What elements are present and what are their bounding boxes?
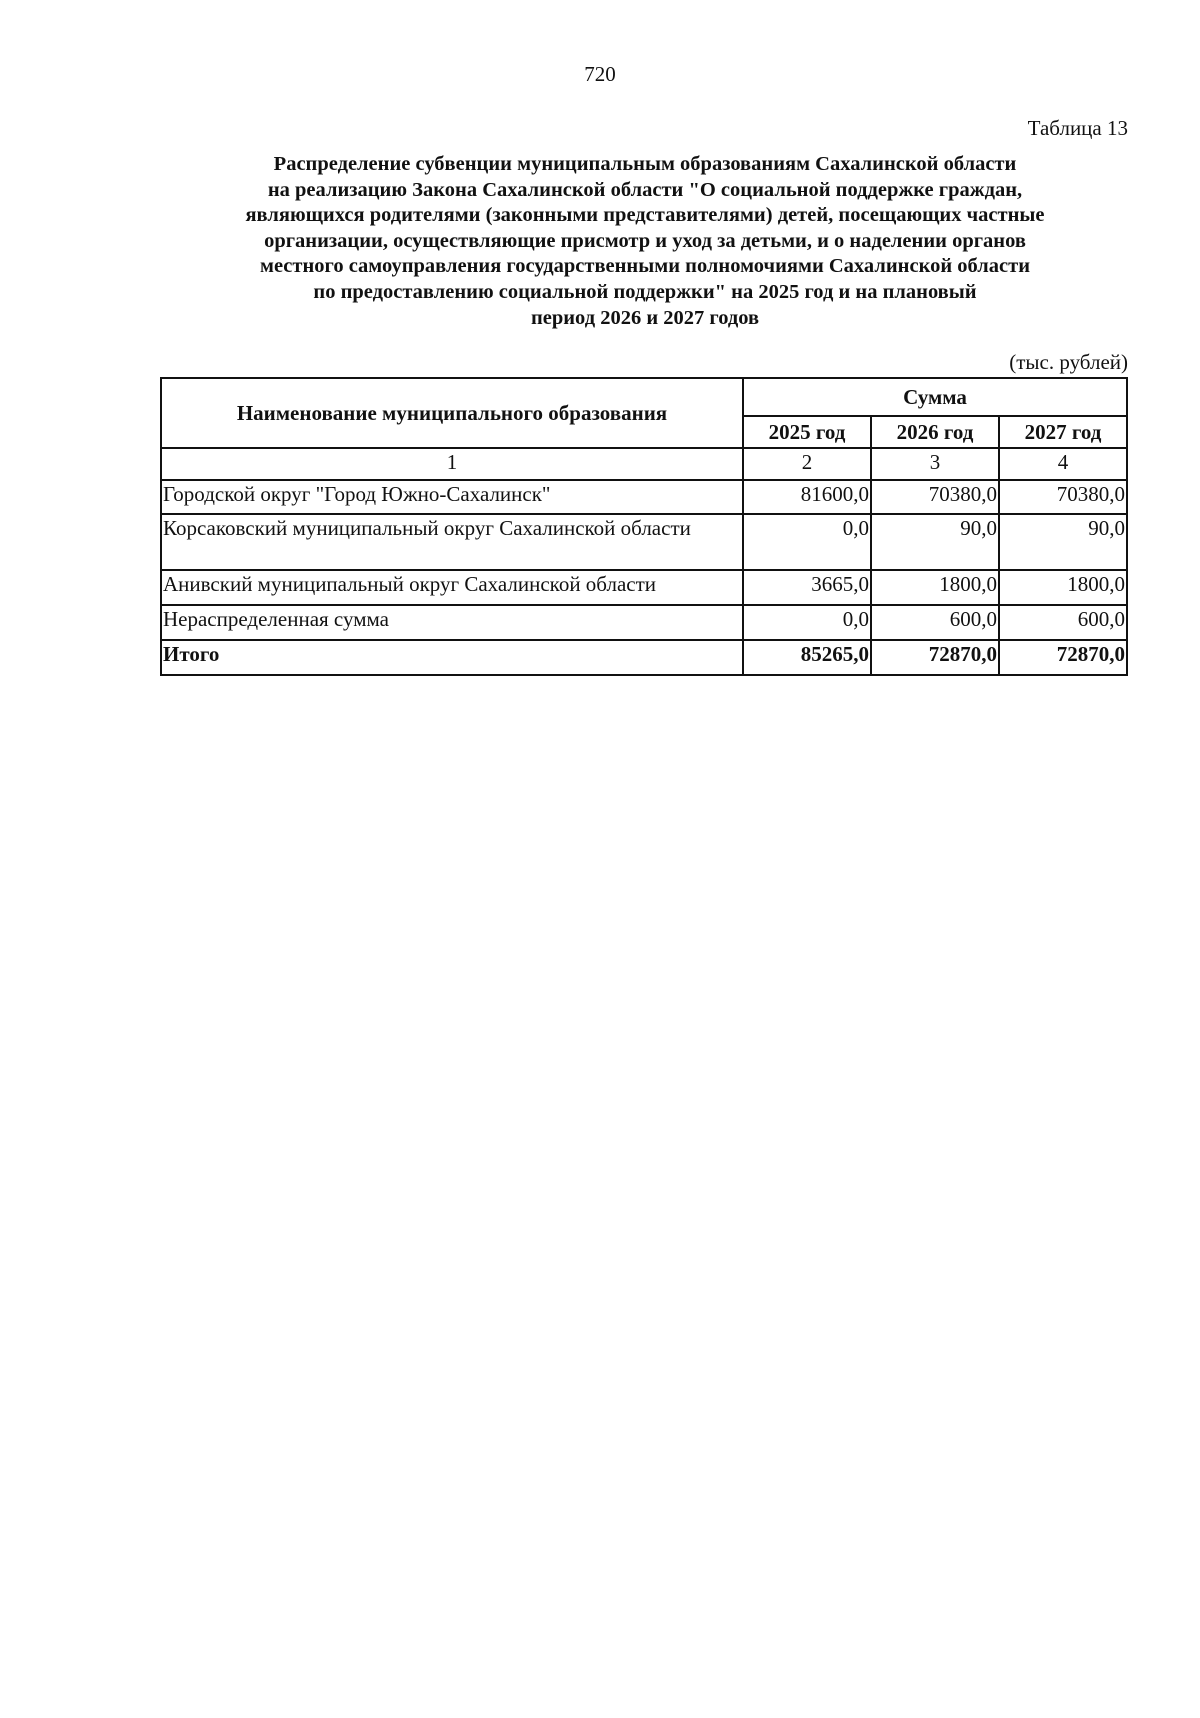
table-row	[161, 570, 1127, 605]
header-sum: Сумма	[743, 378, 1127, 416]
header-year-2026: 2026 год	[871, 416, 999, 448]
column-number: 3	[871, 448, 999, 480]
table-label: Таблица 13	[1027, 116, 1128, 140]
table-row	[161, 514, 1127, 570]
subvention-table	[160, 377, 1128, 676]
value-2026: 70380,0	[871, 480, 999, 514]
units-note: (тыс. рублей)	[1009, 350, 1128, 374]
title-line: являющихся родителями (законными представителями) детей, посещающих частные	[245, 204, 1045, 227]
total-2025: 85265,0	[743, 640, 871, 675]
title-line: на реализацию Закона Сахалинской области "О социальной поддержке граждан,	[267, 178, 1023, 201]
value-2027: 90,0	[999, 514, 1127, 570]
value-2026: 600,0	[871, 605, 999, 640]
total-row	[161, 640, 1127, 675]
total-label: Итого	[161, 640, 743, 675]
column-number: 2	[743, 448, 871, 480]
table-header-row	[161, 378, 1127, 416]
table-row	[161, 480, 1127, 514]
header-name: Наименование муниципального образования	[161, 378, 743, 448]
value-2027: 1800,0	[999, 570, 1127, 605]
total-2027: 72870,0	[999, 640, 1127, 675]
column-number: 4	[999, 448, 1127, 480]
title-line: организации, осуществляющие присмотр и уход за детьми, и о наделении органов	[264, 229, 1026, 252]
table-row	[161, 605, 1127, 640]
title-line: местного самоуправления государственными полномочиями Сахалинской области	[259, 255, 1031, 278]
value-2027: 70380,0	[999, 480, 1127, 514]
row-name: Анивский муниципальный округ Сахалинской области	[161, 570, 743, 605]
document-title	[150, 152, 1140, 331]
value-2025: 0,0	[743, 605, 871, 640]
page-number: 720	[584, 62, 616, 86]
row-name: Нераспределенная сумма	[161, 605, 743, 640]
value-2025: 81600,0	[743, 480, 871, 514]
column-number: 1	[161, 448, 743, 480]
title-line: период 2026 и 2027 годов	[530, 306, 760, 329]
value-2025: 3665,0	[743, 570, 871, 605]
value-2026: 90,0	[871, 514, 999, 570]
header-year-2025: 2025 год	[743, 416, 871, 448]
row-name: Городской округ "Город Южно-Сахалинск"	[161, 480, 743, 514]
value-2025: 0,0	[743, 514, 871, 570]
title-line: Распределение субвенции муниципальным образованиям Сахалинской области	[273, 153, 1017, 175]
total-2026: 72870,0	[871, 640, 999, 675]
row-name: Корсаковский муниципальный округ Сахалинской области	[161, 514, 743, 570]
value-2026: 1800,0	[871, 570, 999, 605]
title-line: по предоставлению социальной поддержки" на 2025 год и на плановый	[313, 280, 977, 303]
column-numbers-row	[161, 448, 1127, 480]
value-2027: 600,0	[999, 605, 1127, 640]
header-year-2027: 2027 год	[999, 416, 1127, 448]
